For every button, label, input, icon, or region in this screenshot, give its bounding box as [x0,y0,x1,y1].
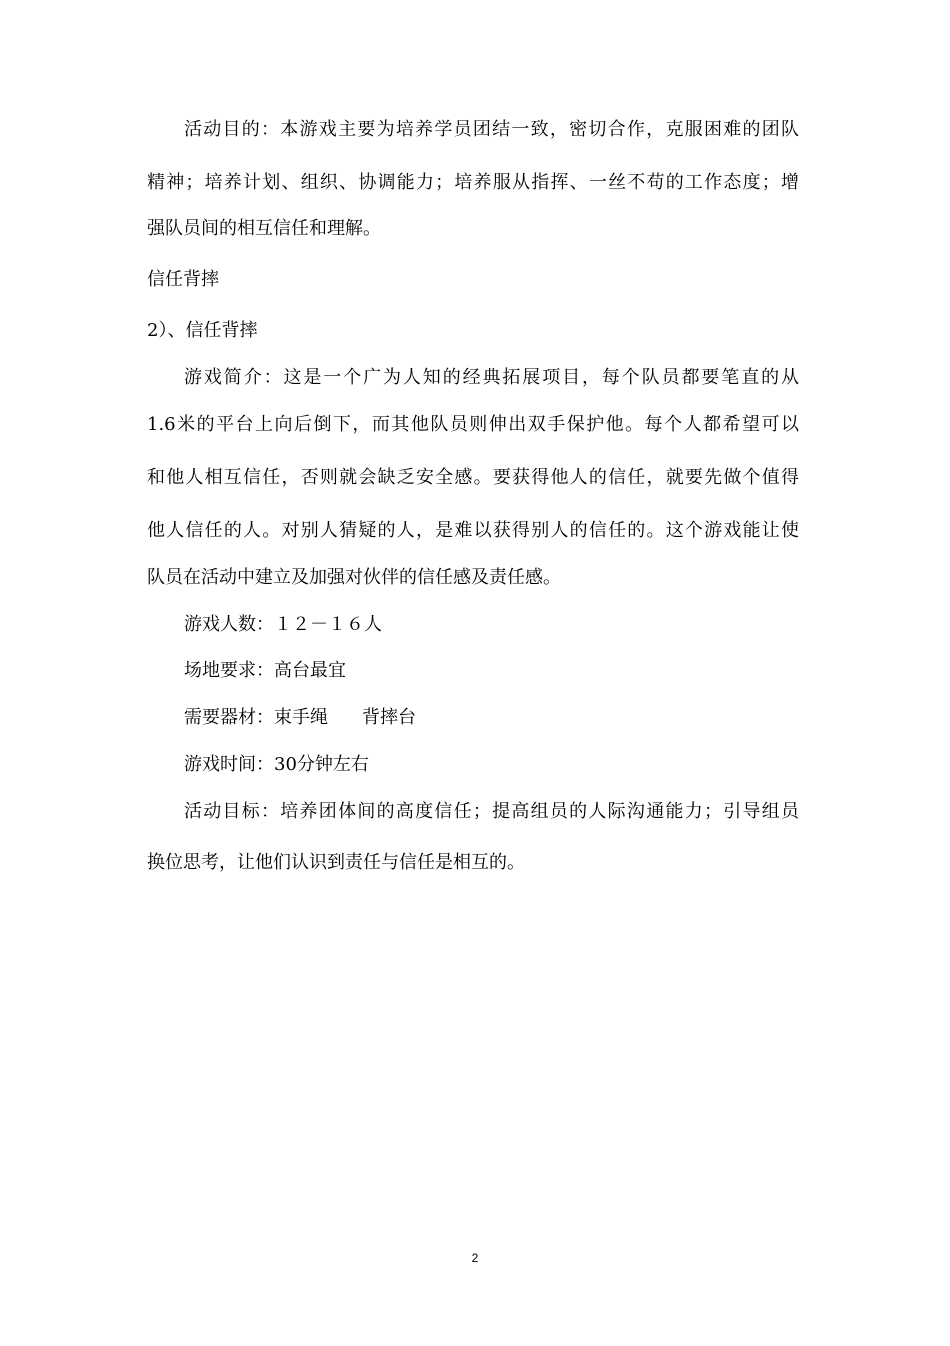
paragraph-line: 活动目的：本游戏主要为培养学员团结一致，密切合作，克服困难的团队 [184,119,799,140]
players-line: 游戏人数：１２－１６人 [184,614,382,635]
paragraph-line: 他人信任的人。对别人猜疑的人，是难以获得别人的信任的。这个游戏能让使 [147,520,799,541]
paragraph-line: 队员在活动中建立及加强对伙伴的信任感及责任感。 [147,567,561,588]
page-number: 2 [471,1251,479,1265]
paragraph-line: 和他人相互信任，否则就会缺乏安全感。要获得他人的信任，就要先做个值得 [147,467,799,488]
equipment-line [184,706,416,730]
equipment-item: 背摔台 [362,707,416,728]
subsection-heading: 2）、信任背摔 [147,320,258,341]
equipment-label: 需要器材：束手绳 [184,707,328,728]
paragraph-line: 游戏简介：这是一个广为人知的经典拓展项目，每个队员都要笔直的从 [184,367,799,388]
duration-line: 游戏时间：30分钟左右 [184,754,369,775]
paragraph-line: 精神；培养计划、组织、协调能力；培养服从指挥、一丝不苟的工作态度；增 [147,172,799,193]
paragraph-line: 强队员间的相互信任和理解。 [147,218,381,239]
paragraph-line: 活动目标：培养团体间的高度信任；提高组员的人际沟通能力；引导组员 [184,801,799,822]
section-heading: 信任背摔 [147,269,219,290]
paragraph-line: 换位思考，让他们认识到责任与信任是相互的。 [147,852,525,873]
venue-line: 场地要求：高台最宜 [184,660,346,681]
paragraph-line: 1.6米的平台上向后倒下，而其他队员则伸出双手保护他。每个人都希望可以 [147,414,799,435]
